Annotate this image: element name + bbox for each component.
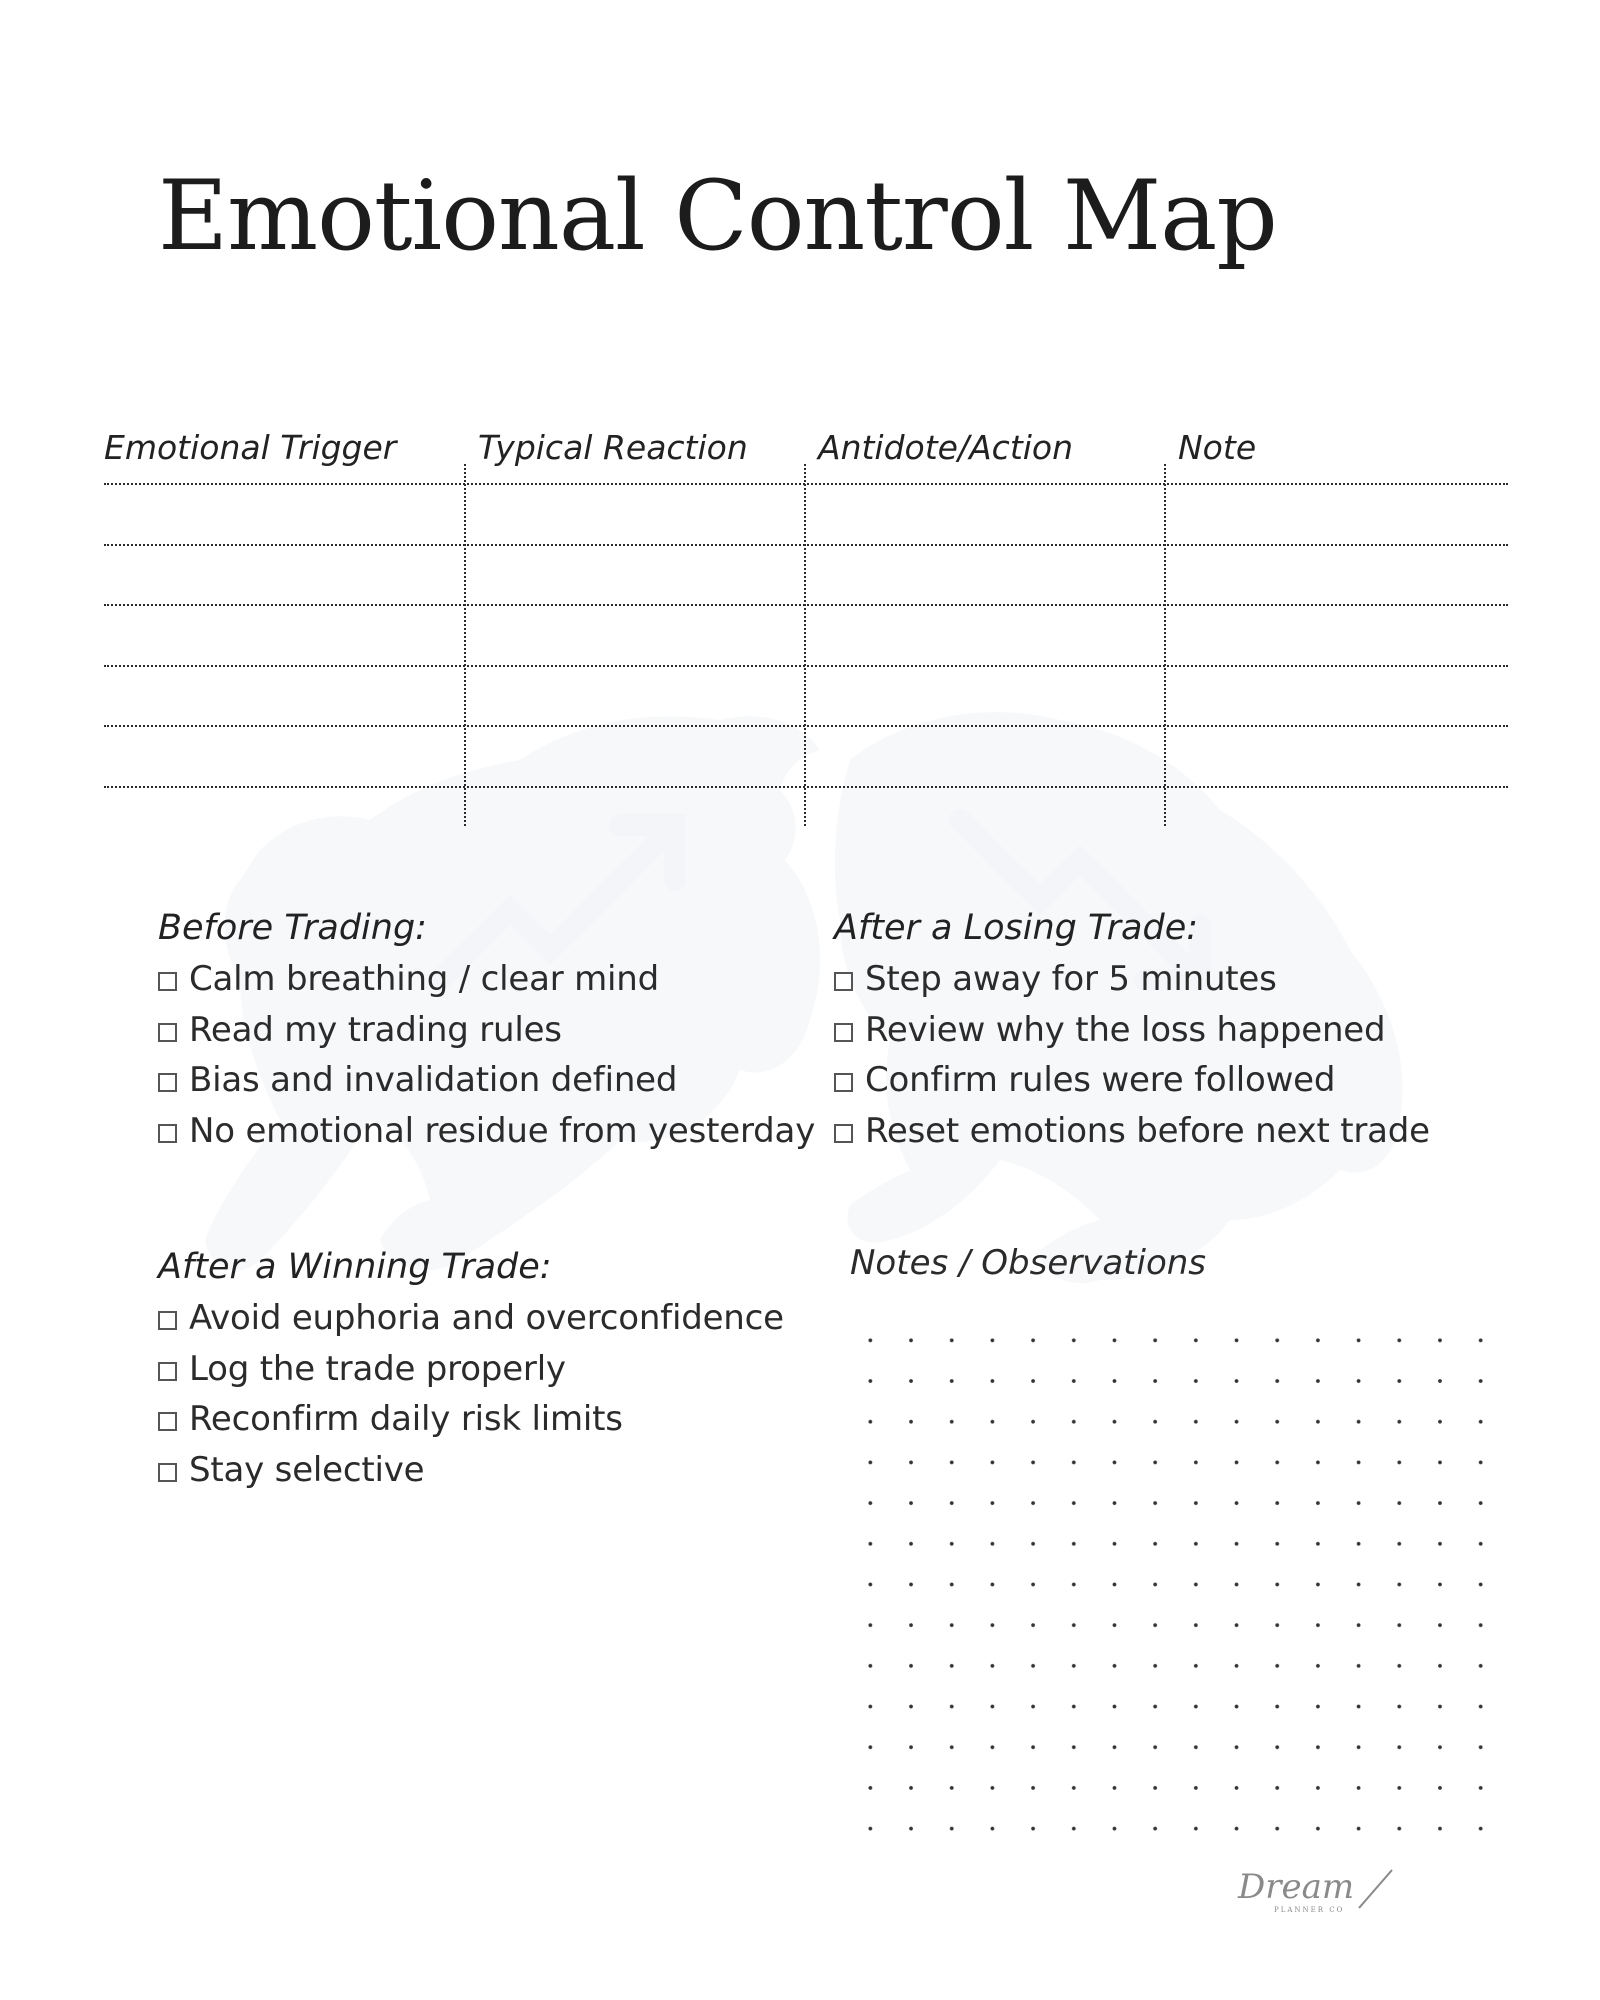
page-title: Emotional Control Map [158, 160, 1277, 272]
column-header-note: Note [1178, 428, 1257, 467]
checklist-item-label: Stay selective [189, 1449, 425, 1490]
checklist-item-label: Log the trade properly [189, 1348, 566, 1389]
checklist-item[interactable] [158, 1106, 815, 1157]
section-heading-before-trading: Before Trading: [158, 908, 427, 948]
checklist-item-label: Read my trading rules [189, 1009, 562, 1050]
table-cell[interactable] [466, 667, 802, 725]
checklist-item-label: Bias and invalidation defined [189, 1060, 678, 1101]
section-heading-after-winning-trade: After a Winning Trade: [158, 1247, 552, 1287]
table-cell[interactable] [806, 485, 1162, 543]
section-after-losing-trade [834, 908, 1430, 1156]
checklist-item[interactable] [158, 1445, 784, 1496]
table-row-rule [104, 786, 1508, 788]
checklist-after-winning-trade [158, 1293, 784, 1495]
checkbox-icon[interactable] [158, 1023, 177, 1042]
section-after-winning-trade [158, 1247, 784, 1495]
checklist-item[interactable] [158, 1344, 784, 1395]
table-cell[interactable] [806, 546, 1162, 604]
notes-heading: Notes / Observations [850, 1243, 1207, 1283]
checklist-item-label: Avoid euphoria and overconfidence [189, 1298, 784, 1339]
checklist-item-label: Review why the loss happened [865, 1009, 1386, 1050]
checklist-item-label: Reset emotions before next trade [865, 1110, 1430, 1151]
checklist-item-label: Confirm rules were followed [865, 1060, 1336, 1101]
checklist-item[interactable] [158, 954, 815, 1005]
table-cell[interactable] [806, 727, 1162, 785]
checklist-item[interactable] [158, 1005, 815, 1056]
checklist-item[interactable] [158, 1293, 784, 1344]
table-cell[interactable] [466, 606, 802, 664]
checkbox-icon[interactable] [158, 1311, 177, 1330]
emotional-map-table [104, 428, 1508, 828]
checkbox-icon[interactable] [158, 1073, 177, 1092]
table-cell[interactable] [806, 667, 1162, 725]
table-cell[interactable] [466, 727, 802, 785]
checkbox-icon[interactable] [158, 1463, 177, 1482]
table-cell[interactable] [104, 727, 462, 785]
dream-planner-logo-icon [1234, 1862, 1404, 1922]
checklist-item[interactable] [834, 1005, 1430, 1056]
table-cell[interactable] [466, 485, 802, 543]
notes-dot-grid[interactable] [850, 1320, 1490, 1840]
column-header-typical-reaction: Typical Reaction [478, 428, 748, 467]
table-cell[interactable] [1166, 606, 1508, 664]
table-cell[interactable] [1166, 667, 1508, 725]
checklist-item-label: Calm breathing / clear mind [189, 959, 660, 1000]
checklist-item[interactable] [158, 1394, 784, 1445]
table-cell[interactable] [104, 606, 462, 664]
checklist-item[interactable] [158, 1055, 815, 1106]
checklist-item[interactable] [834, 1055, 1430, 1106]
table-cell[interactable] [104, 667, 462, 725]
checkbox-icon[interactable] [158, 1362, 177, 1381]
checkbox-icon[interactable] [158, 1412, 177, 1431]
column-header-emotional-trigger: Emotional Trigger [104, 428, 397, 467]
table-cell[interactable] [466, 546, 802, 604]
section-heading-after-losing-trade: After a Losing Trade: [834, 908, 1199, 948]
logo-script-text: Dream [1238, 1867, 1355, 1907]
checklist-item-label: No emotional residue from yesterday [189, 1110, 816, 1151]
column-header-antidote-action: Antidote/Action [818, 428, 1074, 467]
checkbox-icon[interactable] [834, 1023, 853, 1042]
checklist-item-label: Step away for 5 minutes [865, 959, 1277, 1000]
checkbox-icon[interactable] [834, 1124, 853, 1143]
logo-sub-text: PLANNER CO [1274, 1906, 1345, 1914]
checklist-item-label: Reconfirm daily risk limits [189, 1399, 623, 1440]
checklist-before-trading [158, 954, 815, 1156]
table-cell[interactable] [1166, 546, 1508, 604]
table-cell[interactable] [1166, 485, 1508, 543]
checklist-item[interactable] [834, 954, 1430, 1005]
checklist-after-losing-trade [834, 954, 1430, 1156]
checkbox-icon[interactable] [158, 1124, 177, 1143]
section-before-trading [158, 908, 815, 1156]
table-cell[interactable] [104, 546, 462, 604]
checklist-item[interactable] [834, 1106, 1430, 1157]
table-cell[interactable] [1166, 727, 1508, 785]
checkbox-icon[interactable] [834, 972, 853, 991]
checkbox-icon[interactable] [158, 972, 177, 991]
checkbox-icon[interactable] [834, 1073, 853, 1092]
table-cell[interactable] [806, 606, 1162, 664]
table-cell[interactable] [104, 485, 462, 543]
